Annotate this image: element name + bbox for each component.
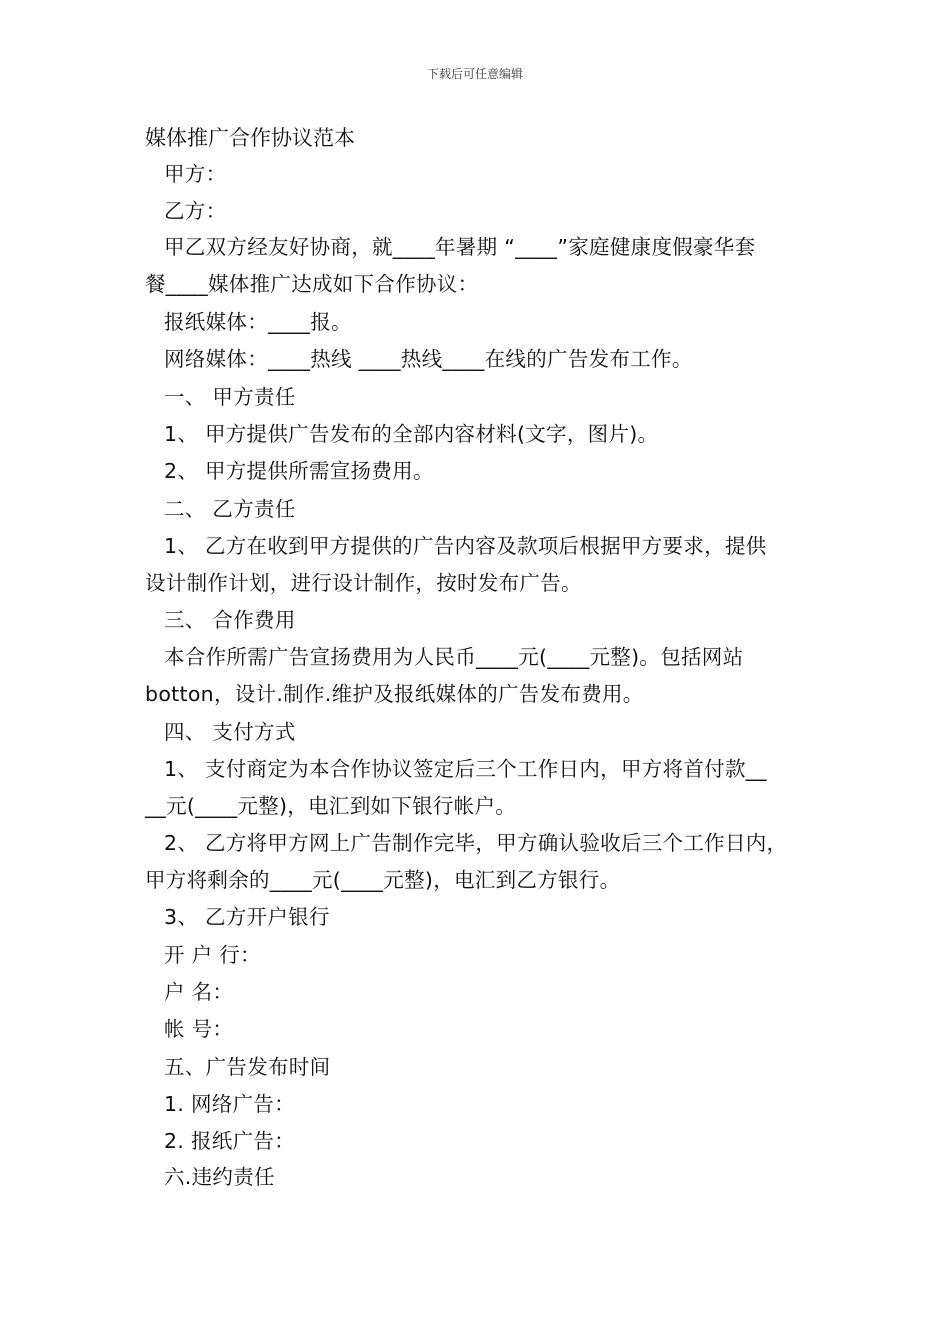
document-title: 媒体推广合作协议范本 bbox=[145, 126, 355, 150]
section-heading: 四、 支付方式 bbox=[164, 720, 296, 744]
section-heading: 三、 合作费用 bbox=[164, 608, 296, 632]
paragraph-line: __元(____元整)，电汇到如下银行帐户。 bbox=[145, 794, 517, 818]
paragraph-line: 甲方将剩余的____元(____元整)，电汇到乙方银行。 bbox=[145, 868, 621, 892]
paragraph-line: 网络媒体：____热线 ____热线____在线的广告发布工作。 bbox=[164, 347, 693, 371]
bank-field: 户 名： bbox=[164, 980, 234, 1004]
bank-field: 帐 号： bbox=[164, 1017, 234, 1041]
paragraph-line: 报纸媒体：____报。 bbox=[164, 310, 352, 334]
paragraph-line: 本合作所需广告宣扬费用为人民币____元(____元整)。包括网站 bbox=[164, 645, 744, 669]
section-heading: 五、广告发布时间 bbox=[164, 1055, 331, 1079]
list-item: 2. 报纸广告： bbox=[164, 1129, 295, 1153]
list-item: 1、 甲方提供广告发布的全部内容材料(文字，图片)。 bbox=[164, 422, 659, 446]
list-item: 1、 支付商定为本合作协议签定后三个工作日内，甲方将首付款__ bbox=[164, 757, 767, 781]
list-item: 3、 乙方开户银行 bbox=[164, 905, 330, 929]
list-item: 2、 乙方将甲方网上广告制作完毕，甲方确认验收后三个工作日内， bbox=[164, 831, 788, 855]
list-item: 2、 甲方提供所需宣扬费用。 bbox=[164, 459, 434, 483]
list-item: 1、 乙方在收到甲方提供的广告内容及款项后根据甲方要求，提供 bbox=[164, 534, 767, 558]
bank-field: 开 户 行： bbox=[164, 943, 261, 967]
section-heading: 六.违约责任 bbox=[164, 1165, 275, 1189]
list-item: 1. 网络广告： bbox=[164, 1092, 295, 1116]
paragraph-line: botton，设计.制作.维护及报纸媒体的广告发布费用。 bbox=[145, 682, 644, 706]
paragraph-line: 甲乙双方经友好协商，就____年暑期 “____”家庭健康度假豪华套 bbox=[164, 235, 756, 259]
party-a-line: 甲方： bbox=[164, 162, 227, 186]
paragraph-line: 餐____媒体推广达成如下合作协议： bbox=[145, 272, 479, 296]
paragraph-line: 设计制作计划，进行设计制作，按时发布广告。 bbox=[145, 571, 582, 595]
party-b-line: 乙方： bbox=[164, 199, 227, 223]
page-header-note: 下载后可任意编辑 bbox=[426, 67, 523, 81]
section-heading: 一、 甲方责任 bbox=[164, 385, 296, 409]
section-heading: 二、 乙方责任 bbox=[164, 497, 296, 521]
